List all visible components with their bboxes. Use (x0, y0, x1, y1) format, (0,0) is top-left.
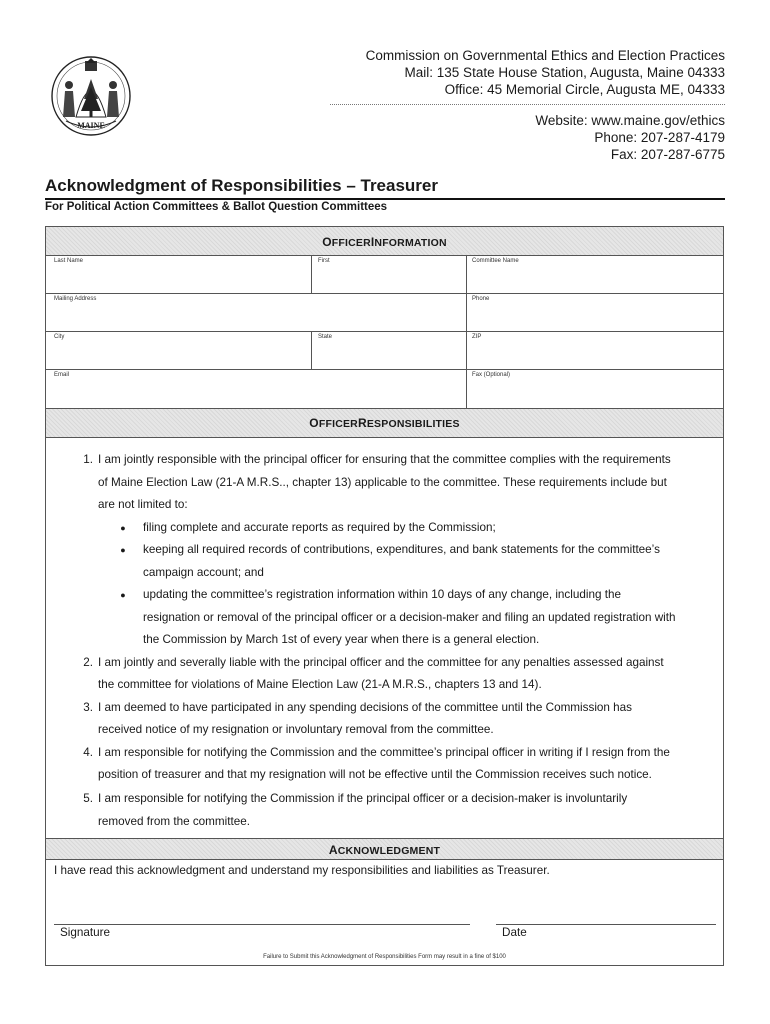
list-item-number: 2. (83, 655, 93, 669)
seal-text: MAINE (77, 121, 105, 130)
committee-name-field[interactable]: Committee Name (472, 258, 519, 264)
list-item-text: the committee for violations of Maine Election Law (21-A M.R.S., chapters 13 and 14). (98, 678, 542, 691)
list-item-text: received notice of my resignation or involuntary removal from the committee. (98, 723, 494, 736)
fax-number: Fax: 207-287-6775 (610, 147, 725, 162)
list-item-text: of Maine Election Law (21-A M.R.S.., chapter 13) applicable to the committee. These requirements include but (98, 475, 667, 489)
header-divider (330, 104, 725, 105)
list-item-text: are not limited to: (98, 498, 188, 511)
fax-field[interactable]: Fax (Optional) (472, 372, 511, 378)
list-item-text: I am responsible for notifying the Commission and the committee’s principal officer in writing if I resign from the (98, 745, 670, 759)
list-item-text: removed from the committee. (98, 814, 250, 828)
last-name-field[interactable]: Last Name (54, 258, 84, 264)
bullet-text: keeping all required records of contributions, expenditures, and bank statements for the committee’s (143, 543, 660, 556)
zip-field[interactable]: ZIP (472, 334, 482, 340)
city-field[interactable]: City (54, 334, 65, 340)
form-box (45, 226, 724, 966)
phone-field[interactable]: Phone (472, 296, 490, 302)
footnote: Failure to Submit this Acknowledgment of Responsibilities Form may result in a fine of $100 (263, 954, 506, 960)
bullet-icon: ● (120, 545, 126, 555)
mail-address: Mail: 135 State House Station, Augusta, Maine 04333 (404, 65, 725, 80)
date-label: Date (502, 926, 527, 939)
email-field[interactable]: Email (54, 372, 70, 378)
date-field[interactable] (496, 924, 716, 925)
list-item-number: 4. (83, 745, 93, 759)
signature-label: Signature (60, 926, 111, 939)
acknowledgment-statement: I have read this acknowledgment and understand my responsibilities and liabilities as Treasurer. (54, 864, 550, 877)
list-item-text: position of treasurer and that my resignation will not be effective until the Commission receives such notice. (98, 768, 652, 781)
maine-state-seal (50, 55, 132, 137)
bullet-text: updating the committee’s registration information within 10 days of any change, including the (143, 588, 621, 601)
list-item-number: 5. (83, 792, 93, 805)
office-address: Office: 45 Memorial Circle, Augusta ME, 04333 (444, 82, 725, 97)
bullet-icon: ● (120, 522, 126, 533)
list-item-text: I am jointly and severally liable with the principal officer and the committee for any penalties assessed against (98, 655, 664, 669)
list-item-number: 3. (83, 700, 93, 714)
title-underline (45, 198, 725, 200)
list-item-text: I am responsible for notifying the Commission if the principal officer or a decision-maker is involuntarily (98, 792, 628, 805)
bullet-text: resignation or removal of the principal officer or a decision-maker and filing an updated registration with (143, 610, 676, 624)
officer-information-heading: OFFICERINFORMATION (46, 227, 723, 256)
officer-responsibilities-heading: OFFICERRESPONSIBILITIES (46, 408, 723, 438)
list-item-number: 1. (83, 453, 93, 466)
bullet-icon: ● (120, 590, 126, 600)
phone-number: Phone: 207-287-4179 (594, 130, 725, 145)
list-item-text: I am deemed to have participated in any spending decisions of the committee until the Commission has (98, 700, 633, 714)
mailing-address-field[interactable]: Mailing Address (54, 296, 97, 302)
signature-field[interactable] (54, 924, 470, 925)
website-link[interactable]: Website: www.maine.gov/ethics (535, 113, 725, 128)
bullet-text: the Commission by March 1st of every year when there is a general election. (143, 633, 540, 646)
form-subtitle: For Political Action Committees & Ballot Question Committees (45, 201, 388, 213)
bullet-text: campaign account; and (143, 565, 264, 579)
state-field[interactable]: State (318, 334, 333, 340)
responsibilities-list (71, 449, 713, 834)
first-name-field[interactable]: First (318, 258, 330, 264)
form-title: Acknowledgment of Responsibilities – Treasurer (45, 176, 438, 195)
bullet-text: filing complete and accurate reports as required by the Commission; (143, 520, 496, 534)
list-item-text: I am jointly responsible with the principal officer for ensuring that the committee complies with the requirements (98, 453, 671, 466)
agency-name: Commission on Governmental Ethics and Election Practices (365, 48, 725, 63)
acknowledgment-heading: ACKNOWLEDGMENT (46, 838, 723, 860)
